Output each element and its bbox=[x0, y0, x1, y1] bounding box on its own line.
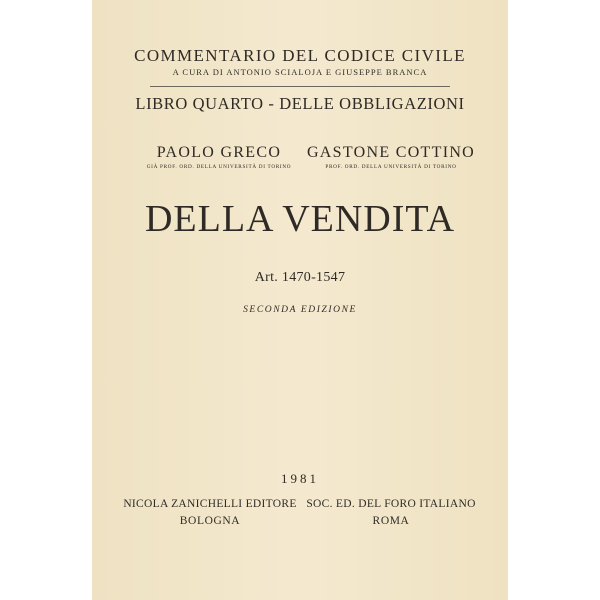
author-role: PROF. ORD. DELLA UNIVERSITÀ DI TORINO bbox=[325, 164, 457, 170]
article-range: Art. 1470-1547 bbox=[254, 270, 346, 285]
publisher-2 bbox=[299, 498, 483, 527]
publisher-city: BOLOGNA bbox=[179, 515, 241, 527]
author-name: GASTONE COTTINO bbox=[306, 144, 476, 161]
author-1 bbox=[134, 144, 304, 170]
series-editors: A CURA DI ANTONIO SCIALOJA E GIUSEPPE BRANCA bbox=[172, 67, 428, 77]
series-title: COMMENTARIO DEL CODICE CIVILE bbox=[134, 46, 466, 65]
publisher-1 bbox=[120, 498, 300, 527]
main-title: DELLA VENDITA bbox=[144, 198, 456, 240]
publisher-name: NICOLA ZANICHELLI EDITORE bbox=[123, 498, 297, 510]
publisher-city: ROMA bbox=[372, 515, 410, 527]
publisher-name: SOC. ED. DEL FORO ITALIANO bbox=[306, 498, 476, 510]
edition-label: SECONDA EDIZIONE bbox=[243, 305, 357, 315]
divider-rule bbox=[150, 86, 450, 87]
publication-year: 1981 bbox=[281, 471, 319, 486]
author-name: PAOLO GRECO bbox=[156, 144, 282, 161]
author-2 bbox=[306, 144, 476, 170]
author-role: GIÀ PROF. ORD. DELLA UNIVERSITÀ DI TORINO bbox=[146, 164, 292, 170]
book-title: LIBRO QUARTO - DELLE OBBLIGAZIONI bbox=[135, 94, 465, 113]
title-page bbox=[92, 0, 508, 600]
